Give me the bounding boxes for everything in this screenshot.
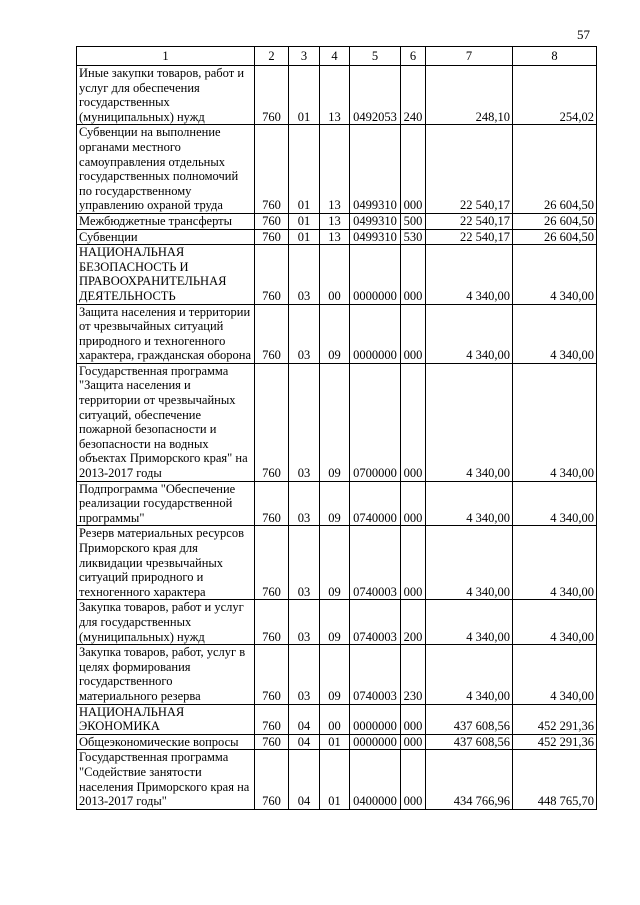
- table-row: [77, 704, 597, 734]
- table-row: [77, 213, 597, 229]
- target-article-cell: 0000000: [350, 734, 401, 750]
- amount-year2-cell: 4 340,00: [513, 481, 597, 526]
- target-article-cell: 0740003: [350, 645, 401, 704]
- section-code-cell: 03: [289, 645, 320, 704]
- ministry-code-cell: 760: [255, 704, 289, 734]
- table-row: [77, 734, 597, 750]
- amount-year1-cell: 4 340,00: [426, 304, 513, 363]
- ministry-code-cell: 760: [255, 229, 289, 245]
- amount-year1-cell: 22 540,17: [426, 213, 513, 229]
- amount-year1-cell: 22 540,17: [426, 125, 513, 214]
- table-row: [77, 363, 597, 481]
- table-header-row: [77, 47, 597, 66]
- ministry-code-cell: 760: [255, 526, 289, 600]
- target-article-cell: 0740003: [350, 526, 401, 600]
- ministry-code-cell: 760: [255, 734, 289, 750]
- expense-type-cell: 000: [401, 363, 426, 481]
- expense-type-cell: 000: [401, 481, 426, 526]
- section-code-cell: 01: [289, 125, 320, 214]
- table-row: [77, 481, 597, 526]
- expense-type-cell: 000: [401, 125, 426, 214]
- section-code-cell: 03: [289, 245, 320, 304]
- amount-year1-cell: 437 608,56: [426, 734, 513, 750]
- subsection-code-cell: 09: [320, 600, 350, 645]
- row-name-cell: НАЦИОНАЛЬНАЯ БЕЗОПАСНОСТЬ И ПРАВООХРАНИТЕЛЬНАЯ ДЕЯТЕЛЬНОСТЬ: [77, 245, 255, 304]
- header-cell: 7: [426, 47, 513, 66]
- ministry-code-cell: 760: [255, 600, 289, 645]
- subsection-code-cell: 09: [320, 481, 350, 526]
- table-row: [77, 229, 597, 245]
- row-name-cell: Межбюджетные трансферты: [77, 213, 255, 229]
- ministry-code-cell: 760: [255, 750, 289, 809]
- subsection-code-cell: 09: [320, 304, 350, 363]
- target-article-cell: 0740003: [350, 600, 401, 645]
- amount-year1-cell: 248,10: [426, 66, 513, 125]
- expense-type-cell: 500: [401, 213, 426, 229]
- target-article-cell: 0000000: [350, 704, 401, 734]
- row-name-cell: Субвенции на выполнение органами местного самоуправления отдельных государственных полномочий по государственному управлению охраной труда: [77, 125, 255, 214]
- ministry-code-cell: 760: [255, 66, 289, 125]
- row-name-cell: Подпрограмма "Обеспечение реализации государственной программы": [77, 481, 255, 526]
- expense-type-cell: 230: [401, 645, 426, 704]
- header-cell: 8: [513, 47, 597, 66]
- ministry-code-cell: 760: [255, 245, 289, 304]
- expense-type-cell: 530: [401, 229, 426, 245]
- ministry-code-cell: 760: [255, 481, 289, 526]
- expense-type-cell: 000: [401, 704, 426, 734]
- target-article-cell: 0740000: [350, 481, 401, 526]
- amount-year1-cell: 434 766,96: [426, 750, 513, 809]
- target-article-cell: 0000000: [350, 304, 401, 363]
- expense-type-cell: 240: [401, 66, 426, 125]
- subsection-code-cell: 00: [320, 704, 350, 734]
- row-name-cell: Защита населения и территории от чрезвычайных ситуаций природного и техногенного характера, гражданская оборона: [77, 304, 255, 363]
- subsection-code-cell: 09: [320, 645, 350, 704]
- amount-year1-cell: 4 340,00: [426, 645, 513, 704]
- row-name-cell: Иные закупки товаров, работ и услуг для обеспечения государственных (муниципальных) нужд: [77, 66, 255, 125]
- table-row: [77, 125, 597, 214]
- target-article-cell: 0492053: [350, 66, 401, 125]
- ministry-code-cell: 760: [255, 645, 289, 704]
- row-name-cell: Закупка товаров, работ и услуг для государственных (муниципальных) нужд: [77, 600, 255, 645]
- subsection-code-cell: 01: [320, 734, 350, 750]
- section-code-cell: 03: [289, 363, 320, 481]
- subsection-code-cell: 13: [320, 213, 350, 229]
- section-code-cell: 04: [289, 734, 320, 750]
- table-row: [77, 600, 597, 645]
- expense-type-cell: 000: [401, 750, 426, 809]
- amount-year1-cell: 4 340,00: [426, 481, 513, 526]
- amount-year2-cell: 26 604,50: [513, 125, 597, 214]
- table-row: [77, 245, 597, 304]
- subsection-code-cell: 13: [320, 66, 350, 125]
- section-code-cell: 03: [289, 600, 320, 645]
- amount-year1-cell: 437 608,56: [426, 704, 513, 734]
- amount-year2-cell: 448 765,70: [513, 750, 597, 809]
- amount-year2-cell: 452 291,36: [513, 704, 597, 734]
- ministry-code-cell: 760: [255, 304, 289, 363]
- target-article-cell: 0499310: [350, 213, 401, 229]
- section-code-cell: 01: [289, 66, 320, 125]
- header-cell: 6: [401, 47, 426, 66]
- subsection-code-cell: 09: [320, 363, 350, 481]
- expense-type-cell: 000: [401, 245, 426, 304]
- amount-year1-cell: 4 340,00: [426, 363, 513, 481]
- section-code-cell: 01: [289, 213, 320, 229]
- expense-type-cell: 000: [401, 304, 426, 363]
- row-name-cell: Закупка товаров, работ, услуг в целях формирования государственного материального резерва: [77, 645, 255, 704]
- subsection-code-cell: 01: [320, 750, 350, 809]
- header-cell: 5: [350, 47, 401, 66]
- amount-year2-cell: 452 291,36: [513, 734, 597, 750]
- subsection-code-cell: 13: [320, 125, 350, 214]
- target-article-cell: 0000000: [350, 245, 401, 304]
- ministry-code-cell: 760: [255, 125, 289, 214]
- row-name-cell: Резерв материальных ресурсов Приморского края для ликвидации чрезвычайных ситуаций природного и техногенного характера: [77, 526, 255, 600]
- amount-year1-cell: 4 340,00: [426, 526, 513, 600]
- section-code-cell: 03: [289, 526, 320, 600]
- ministry-code-cell: 760: [255, 213, 289, 229]
- header-cell: 3: [289, 47, 320, 66]
- row-name-cell: НАЦИОНАЛЬНАЯ ЭКОНОМИКА: [77, 704, 255, 734]
- amount-year2-cell: 4 340,00: [513, 304, 597, 363]
- header-cell: 1: [77, 47, 255, 66]
- amount-year2-cell: 4 340,00: [513, 245, 597, 304]
- expense-type-cell: 000: [401, 734, 426, 750]
- amount-year2-cell: 254,02: [513, 66, 597, 125]
- section-code-cell: 03: [289, 481, 320, 526]
- amount-year2-cell: 4 340,00: [513, 526, 597, 600]
- section-code-cell: 04: [289, 750, 320, 809]
- row-name-cell: Субвенции: [77, 229, 255, 245]
- page-number: 57: [577, 27, 590, 42]
- expense-type-cell: 200: [401, 600, 426, 645]
- amount-year1-cell: 4 340,00: [426, 245, 513, 304]
- subsection-code-cell: 00: [320, 245, 350, 304]
- header-cell: 4: [320, 47, 350, 66]
- section-code-cell: 04: [289, 704, 320, 734]
- target-article-cell: 0499310: [350, 125, 401, 214]
- table-row: [77, 645, 597, 704]
- amount-year1-cell: 4 340,00: [426, 600, 513, 645]
- amount-year2-cell: 26 604,50: [513, 213, 597, 229]
- amount-year2-cell: 4 340,00: [513, 363, 597, 481]
- target-article-cell: 0700000: [350, 363, 401, 481]
- header-cell: 2: [255, 47, 289, 66]
- section-code-cell: 01: [289, 229, 320, 245]
- amount-year2-cell: 4 340,00: [513, 645, 597, 704]
- amount-year2-cell: 4 340,00: [513, 600, 597, 645]
- row-name-cell: Общеэкономические вопросы: [77, 734, 255, 750]
- row-name-cell: Государственная программа "Защита населения и территории от чрезвычайных ситуаций, обеспечение пожарной безопасности и безопасности на водных объектах Приморского края" на 2013-2017 годы: [77, 363, 255, 481]
- subsection-code-cell: 09: [320, 526, 350, 600]
- table-row: [77, 304, 597, 363]
- section-code-cell: 03: [289, 304, 320, 363]
- budget-table: [76, 46, 597, 810]
- target-article-cell: 0400000: [350, 750, 401, 809]
- table-row: [77, 750, 597, 809]
- row-name-cell: Государственная программа "Содействие занятости населения Приморского края на 2013-2017 годы": [77, 750, 255, 809]
- expense-type-cell: 000: [401, 526, 426, 600]
- table-row: [77, 66, 597, 125]
- ministry-code-cell: 760: [255, 363, 289, 481]
- amount-year2-cell: 26 604,50: [513, 229, 597, 245]
- subsection-code-cell: 13: [320, 229, 350, 245]
- target-article-cell: 0499310: [350, 229, 401, 245]
- table-row: [77, 526, 597, 600]
- amount-year1-cell: 22 540,17: [426, 229, 513, 245]
